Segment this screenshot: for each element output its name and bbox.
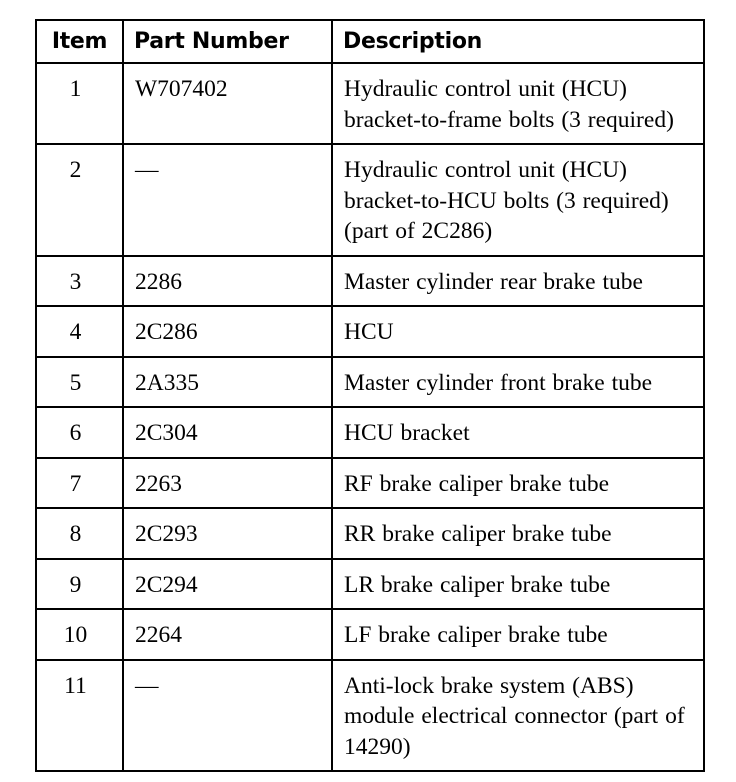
item-number: 3 — [36, 256, 123, 307]
part-number: 2286 — [123, 256, 332, 307]
part-number: W707402 — [123, 63, 332, 144]
part-number: 2A335 — [123, 357, 332, 408]
table-body — [36, 63, 704, 771]
part-number-column-header: Part Number — [123, 20, 332, 63]
part-number: — — [123, 144, 332, 256]
header-row — [36, 20, 704, 63]
item-number: 2 — [36, 144, 123, 256]
item-number: 9 — [36, 559, 123, 610]
table-header — [36, 20, 704, 63]
item-number: 7 — [36, 458, 123, 509]
part-number: — — [123, 660, 332, 772]
table-row — [36, 559, 704, 610]
part-number: 2C286 — [123, 306, 332, 357]
part-number: 2C293 — [123, 508, 332, 559]
table-row — [36, 407, 704, 458]
item-number: 4 — [36, 306, 123, 357]
description: RF brake caliper brake tube — [332, 458, 704, 509]
description: LF brake caliper brake tube — [332, 609, 704, 660]
item-number: 6 — [36, 407, 123, 458]
description: Hydraulic control unit (HCU) bracket-to-HCU bolts (3 required) (part of 2C286) — [332, 144, 704, 256]
table-row — [36, 508, 704, 559]
description: Hydraulic control unit (HCU) bracket-to-frame bolts (3 required) — [332, 63, 704, 144]
description: Anti-lock brake system (ABS) module electrical connector (part of 14290) — [332, 660, 704, 772]
item-number: 5 — [36, 357, 123, 408]
description: HCU bracket — [332, 407, 704, 458]
description: HCU — [332, 306, 704, 357]
item-number: 1 — [36, 63, 123, 144]
description: Master cylinder front brake tube — [332, 357, 704, 408]
part-number: 2C304 — [123, 407, 332, 458]
table-row — [36, 660, 704, 772]
table-row — [36, 609, 704, 660]
item-number: 10 — [36, 609, 123, 660]
table-row — [36, 63, 704, 144]
part-number: 2C294 — [123, 559, 332, 610]
item-number: 11 — [36, 660, 123, 772]
description-column-header: Description — [332, 20, 704, 63]
table-row — [36, 256, 704, 307]
part-number: 2263 — [123, 458, 332, 509]
parts-table — [35, 19, 705, 772]
table-row — [36, 357, 704, 408]
description: RR brake caliper brake tube — [332, 508, 704, 559]
item-column-header: Item — [36, 20, 123, 63]
table-row — [36, 306, 704, 357]
part-number: 2264 — [123, 609, 332, 660]
description: Master cylinder rear brake tube — [332, 256, 704, 307]
table-row — [36, 144, 704, 256]
item-number: 8 — [36, 508, 123, 559]
description: LR brake caliper brake tube — [332, 559, 704, 610]
table-row — [36, 458, 704, 509]
